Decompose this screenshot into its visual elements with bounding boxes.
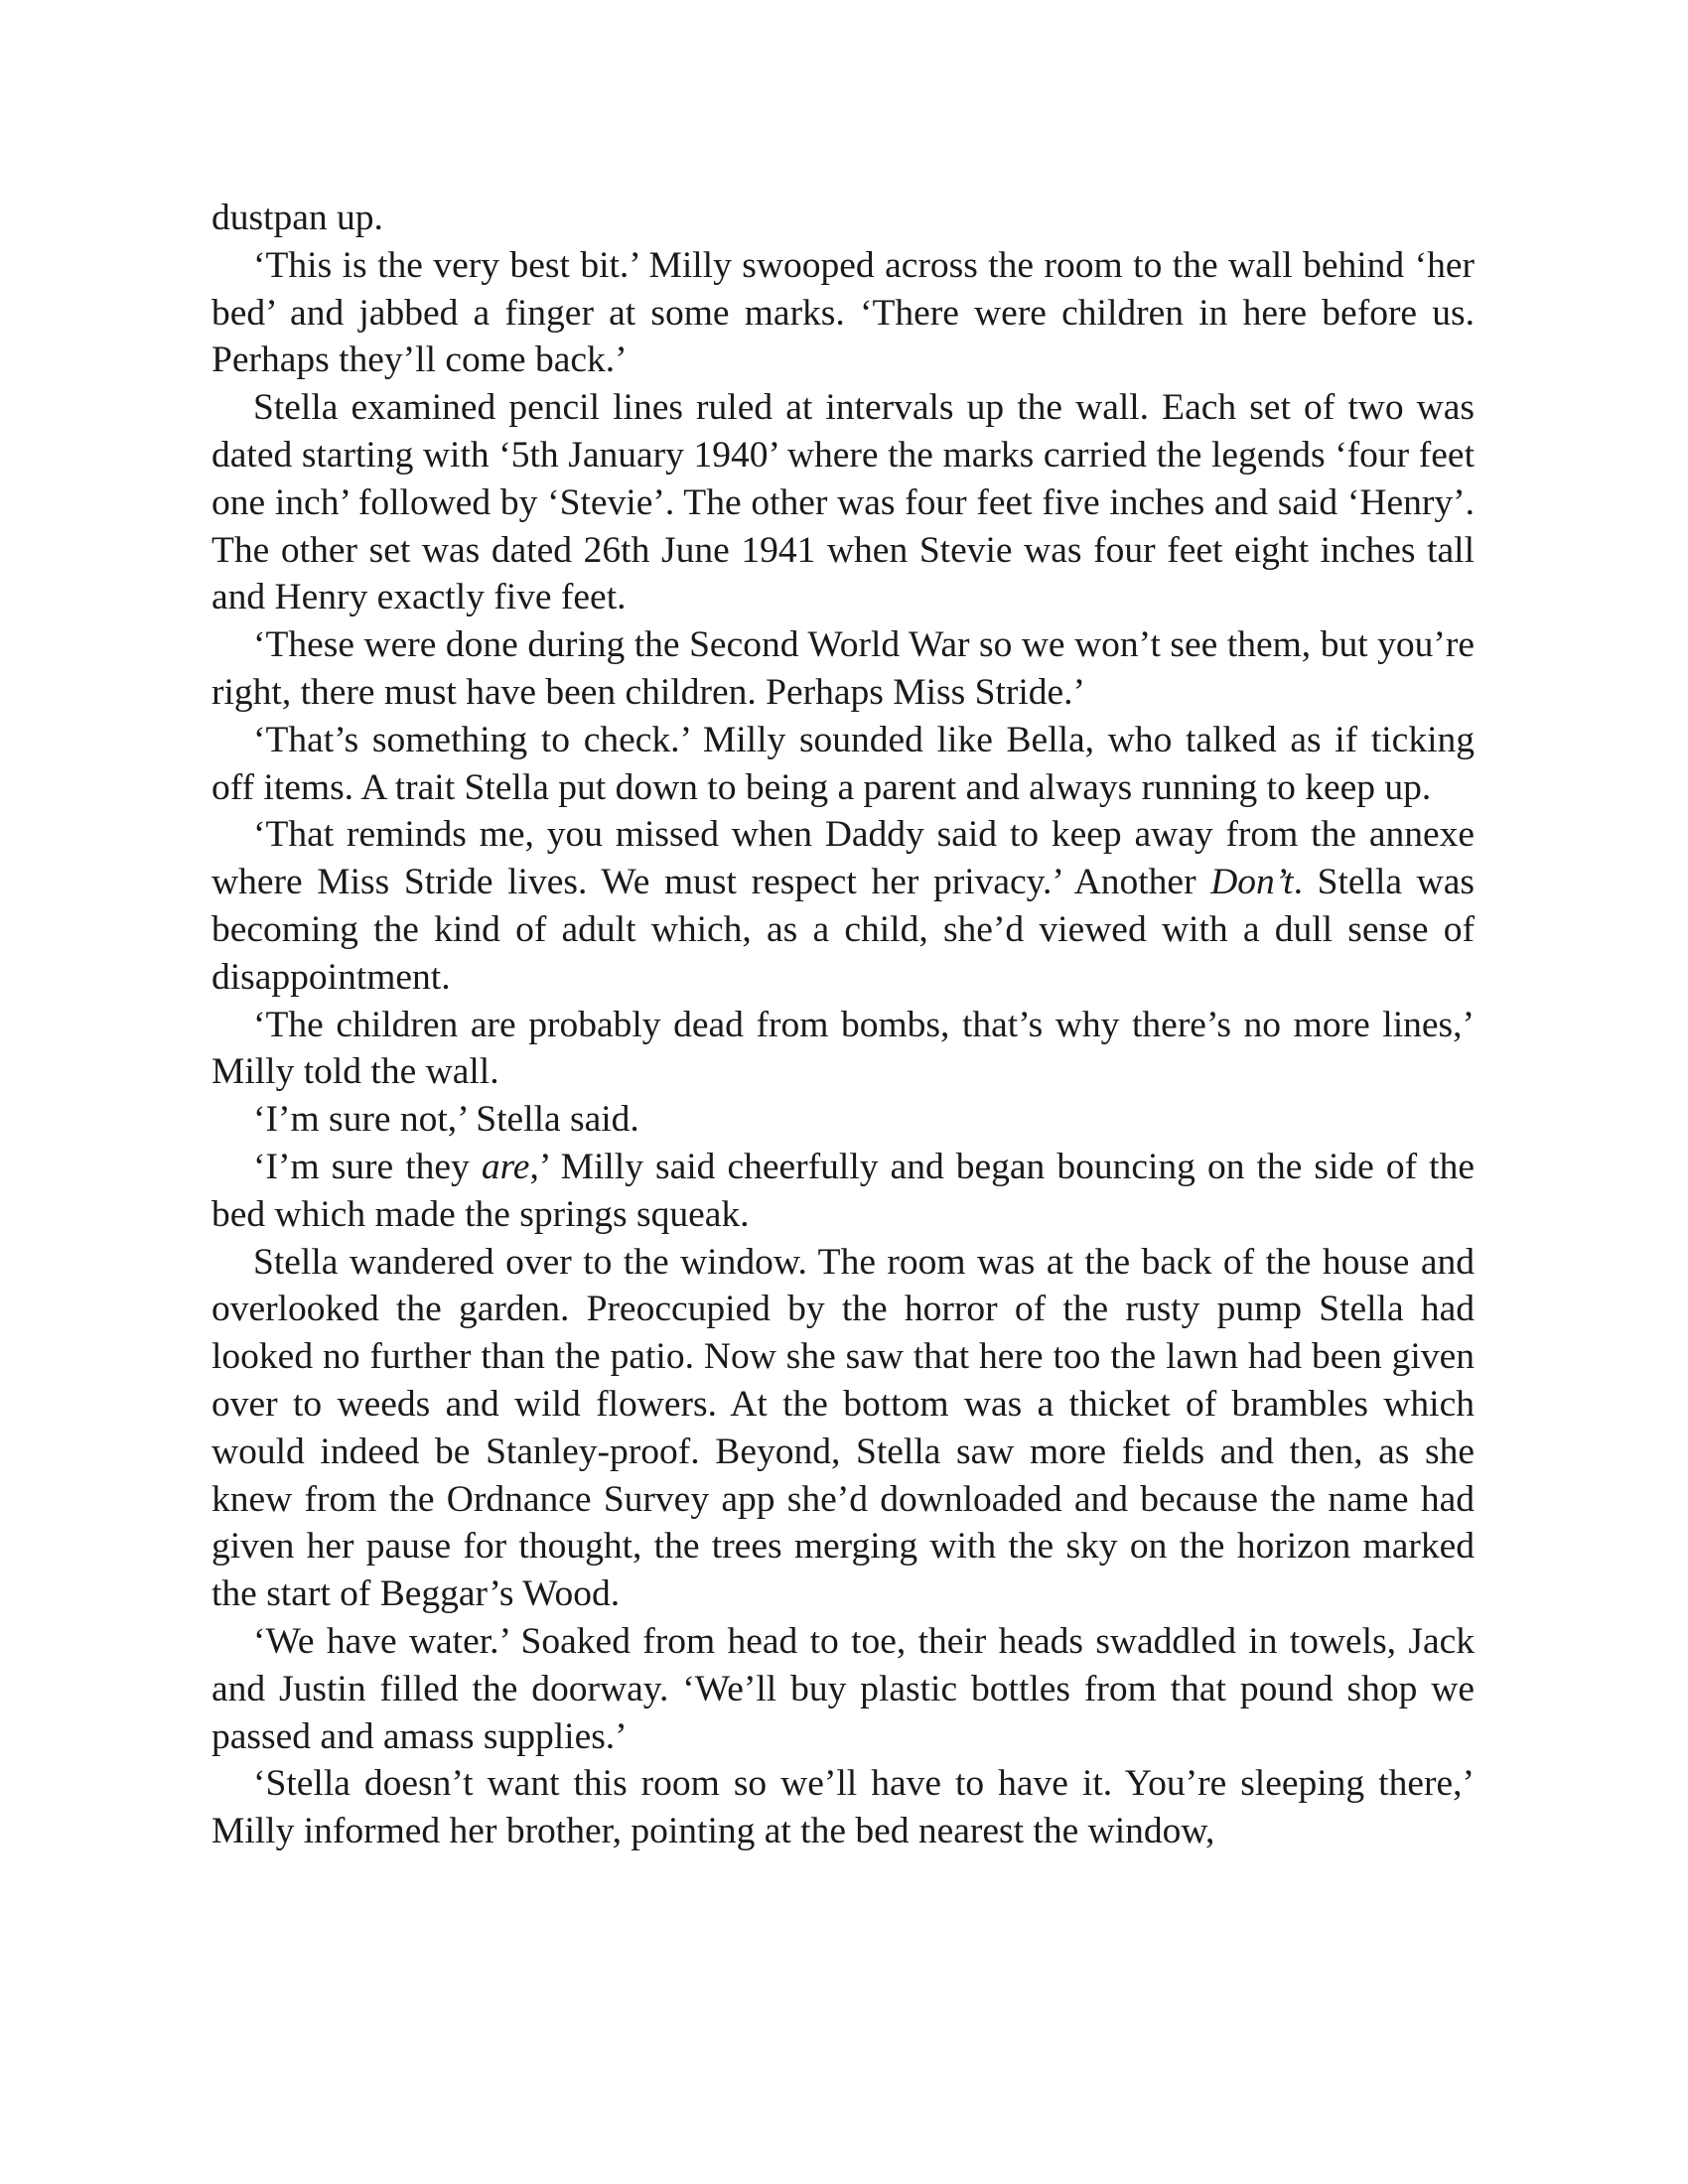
paragraph: dustpan up. [211, 198, 383, 238]
paragraph-text: ,’ Milly said cheerfully and began bouncing on the side of the bed which made the springs squeak. [211, 1146, 1475, 1235]
paragraph-text: ‘That reminds me, you missed when Daddy said to keep away from the annexe where Miss Stride lives. We must respect her privacy.’ Another [211, 814, 1475, 903]
paragraph: ‘That’s something to check.’ Milly sounded like Bella, who talked as if ticking off items. A trait Stella put down to being a parent and always running to keep up. [211, 719, 1475, 808]
paragraph: ‘This is the very best bit.’ Milly swooped across the room to the wall behind ‘her bed’ and jabbed a finger at some marks. ‘There were children in here before us. Perhaps they’ll come back.’ [211, 244, 1475, 381]
paragraph: Stella examined pencil lines ruled at intervals up the wall. Each set of two was dated starting with ‘5th January 1940’ where the marks carried the legends ‘four feet one inch’ followed by ‘Stevie’. The other was four feet five inches and said ‘Henry’. The other set was dated 26th June 1941 when Stevie was four feet eight inches tall and Henry exactly five feet. [211, 387, 1475, 618]
paragraph [211, 811, 1475, 1001]
paragraph [211, 1144, 1475, 1239]
paragraph: ‘Stella doesn’t want this room so we’ll have to have it. You’re sleeping there,’ Milly informed her brother, pointing at the bed nearest the window, [211, 1763, 1475, 1852]
paragraph: ‘We have water.’ Soaked from head to toe, their heads swaddled in towels, Jack and Justin filled the doorway. ‘We’ll buy plastic bottles from that pound shop we passed and amass supplies.’ [211, 1620, 1475, 1757]
paragraph: ‘These were done during the Second World War so we won’t see them, but you’re right, there must have been children. Perhaps Miss Stride.’ [211, 624, 1475, 713]
paragraph: ‘The children are probably dead from bombs, that’s why there’s no more lines,’ Milly told the wall. [211, 1004, 1475, 1093]
emphasis-text: Don’t [1210, 862, 1294, 903]
paragraph: ‘I’m sure not,’ Stella said. [253, 1099, 639, 1141]
paragraph: Stella wandered over to the window. The room was at the back of the house and overlooked the garden. Preoccupied by the horror of the rusty pump Stella had looked no further than the patio. Now she saw that here too the lawn had been given over to weeds and wild flowers. At the bottom was a thicket of brambles which would indeed be Stanley-proof. Beyond, Stella saw more fields and then, as she knew from the Ordnance Survey app she’d downloaded and because the name had given her pause for thought, the trees merging with the sky on the horizon marked the start of Beggar’s Wood. [211, 1241, 1475, 1615]
emphasis-text: are [481, 1146, 530, 1187]
paragraph-text: ‘I’m sure they [253, 1146, 482, 1187]
paragraph-text: . Stella was becoming the kind of adult which, as a child, she’d viewed with a dull sense of disappointment. [211, 862, 1475, 998]
book-page [211, 195, 1475, 1855]
